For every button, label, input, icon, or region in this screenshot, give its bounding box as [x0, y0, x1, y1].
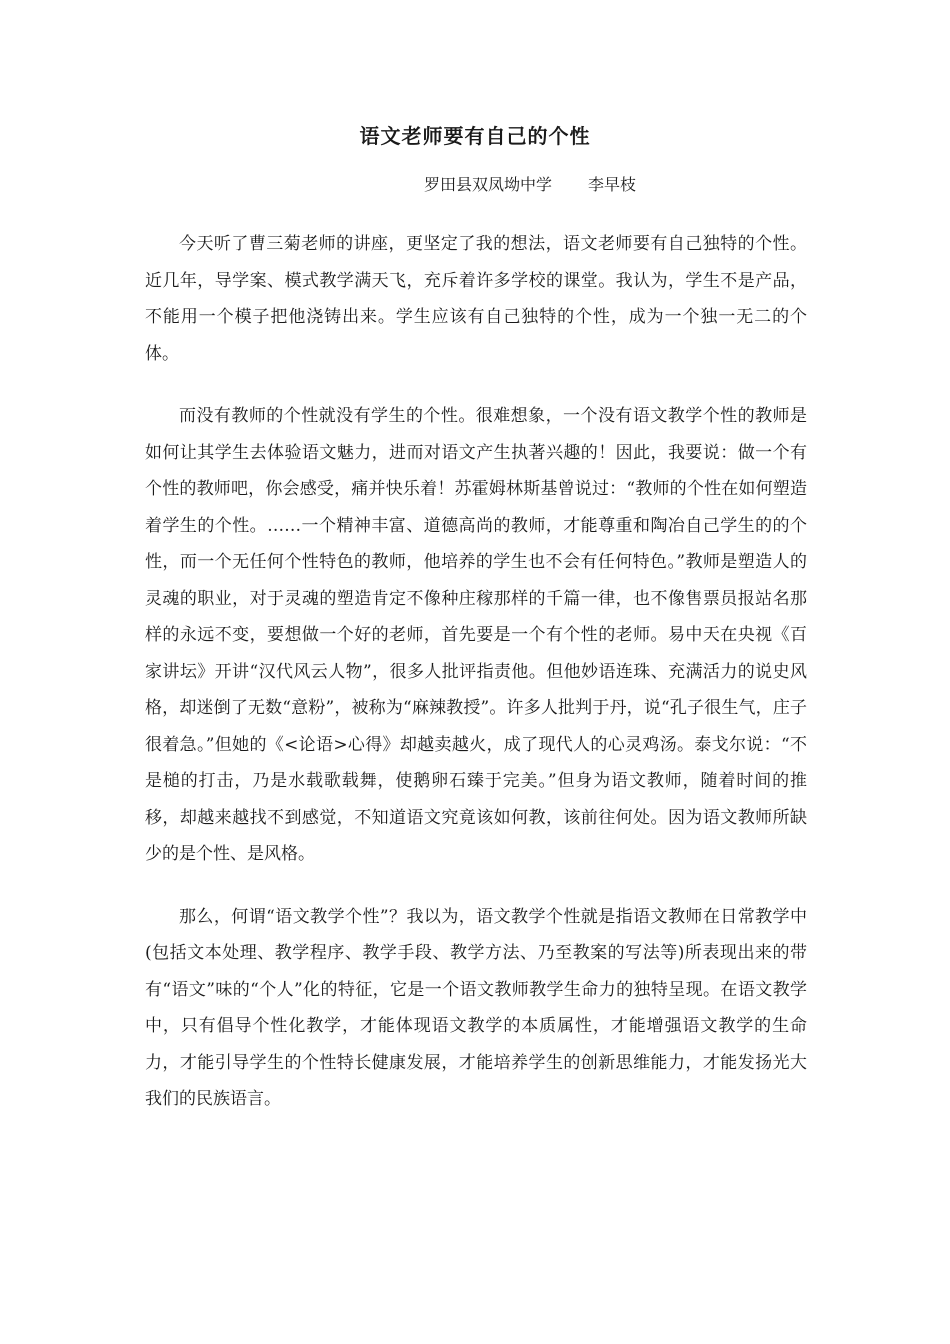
byline	[424, 172, 636, 198]
paragraph-3: 那么，何谓“语文教学个性”？我以为，语文教学个性就是指语文教师在日常教学中(包括文本处理、教学程序、教学手段、教学方法、乃至教案的写法等)所表现出来的带有“语文”味的“个人”化的特征，它是一个语文教师教学生命力的独特呈现。在语文教学中，只有倡导个性化教学，才能体现语文教学的本质属性，才能增强语文教学的生命力，才能引导学生的个性特长健康发展，才能培养学生的创新思维能力，才能发扬光大我们的民族语言。	[145, 906, 807, 1109]
document-title: 语文老师要有自己的个性	[359, 124, 591, 148]
paragraph-2: 而没有教师的个性就没有学生的个性。很难想象，一个没有语文教学个性的教师是如何让其学生去体验语文魅力，进而对语文产生执著兴趣的！因此，我要说：做一个有个性的教师吧，你会感受，痛并快乐着！苏霍姆林斯基曾说过：“教师的个性在如何塑造着学生的个性。……一个精神丰富、道德高尚的教师，才能尊重和陶冶自己学生的的个性，而一个无任何个性特色的教师，他培养的学生也不会有任何特色。”教师是塑造人的灵魂的职业，对于灵魂的塑造肯定不像种庄稼那样的千篇一律，也不像售票员报站名那样的永远不变，要想做一个好的老师，首先要是一个有个性的老师。易中天在央视《百家讲坛》开讲“汉代风云人物”，很多人批评指责他。但他妙语连珠、充满活力的说史风格，却迷倒了无数“意粉”，被称为“麻辣教授”。许多人批判于丹，说“孔子很生气，庄子很着急。”但她的《<论语>心得》却越卖越火，成了现代人的心灵鸡汤。泰戈尔说：“不是槌的打击，乃是水载歌载舞，使鹅卵石臻于完美。”但身为语文教师，随着时间的推移，却越来越找不到感觉，不知道语文究竟该如何教，该前往何处。因为语文教师所缺少的是个性、是风格。	[145, 406, 807, 864]
article-body	[145, 226, 807, 1144]
school-name: 罗田县双凤坳中学	[424, 175, 553, 194]
author-name: 李早枝	[588, 175, 637, 194]
paragraph-1: 今天听了曹三菊老师的讲座，更坚定了我的想法，语文老师要有自己独特的个性。近几年，导学案、模式教学满天飞，充斥着许多学校的课堂。我认为，学生不是产品，不能用一个模子把他浇铸出来。学生应该有自己独特的个性，成为一个独一无二的个体。	[145, 234, 807, 364]
